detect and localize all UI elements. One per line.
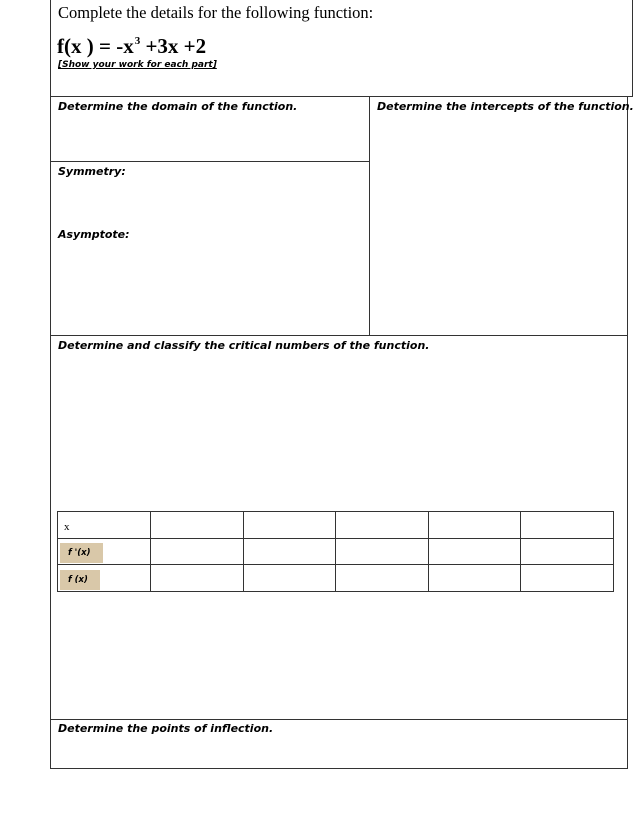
- header-left-border: [50, 0, 51, 97]
- domain-prompt: Determine the domain of the function.: [58, 100, 298, 113]
- domain-divider: [50, 161, 370, 162]
- table-cell[interactable]: [151, 538, 244, 565]
- frame-left-border: [50, 96, 51, 769]
- inflection-prompt: Determine the points of inflection.: [58, 722, 274, 735]
- table-cell[interactable]: [521, 538, 614, 565]
- critical-numbers-prompt: Determine and classify the critical numbers of the function.: [58, 339, 430, 352]
- table-cell[interactable]: [243, 538, 336, 565]
- table-cell[interactable]: [151, 512, 244, 539]
- asymptote-label: Asymptote:: [58, 228, 130, 241]
- function-row-label: f (x): [60, 570, 100, 590]
- function-rhs: +3x +2: [140, 34, 207, 58]
- symmetry-label: Symmetry:: [58, 165, 126, 178]
- x-row-label-cell: [58, 512, 151, 539]
- function-expression: [57, 34, 206, 59]
- table-row: [58, 565, 614, 592]
- frame-right-border: [627, 96, 628, 769]
- table-cell[interactable]: [521, 512, 614, 539]
- function-row-label-cell: [58, 565, 151, 592]
- table-cell[interactable]: [521, 565, 614, 592]
- table-cell[interactable]: [243, 512, 336, 539]
- table-cell[interactable]: [151, 565, 244, 592]
- table-cell[interactable]: [336, 512, 429, 539]
- function-exponent: 3: [134, 35, 141, 47]
- sign-chart-table: [57, 511, 614, 592]
- show-work-note: [Show your work for each part]: [58, 60, 217, 70]
- header-bottom-border: [50, 96, 633, 97]
- table-cell[interactable]: [428, 512, 521, 539]
- table-cell[interactable]: [336, 565, 429, 592]
- table-cell[interactable]: [336, 538, 429, 565]
- header-right-border: [632, 0, 633, 97]
- derivative-row-label: f '(x): [60, 543, 103, 563]
- table-row: [58, 512, 614, 539]
- table-cell[interactable]: [428, 565, 521, 592]
- derivative-row-label-cell: [58, 538, 151, 565]
- column-divider: [369, 96, 370, 336]
- critical-section-divider: [50, 335, 628, 336]
- intro-text: Complete the details for the following function:: [58, 3, 374, 22]
- table-cell[interactable]: [243, 565, 336, 592]
- function-lhs: f(x ) = -x: [57, 34, 134, 58]
- frame-bottom-border: [50, 768, 628, 769]
- inflection-section-divider: [50, 719, 628, 720]
- intercepts-prompt: Determine the intercepts of the function.: [377, 100, 634, 113]
- table-cell[interactable]: [428, 538, 521, 565]
- table-row: [58, 538, 614, 565]
- x-row-label: x: [64, 521, 70, 534]
